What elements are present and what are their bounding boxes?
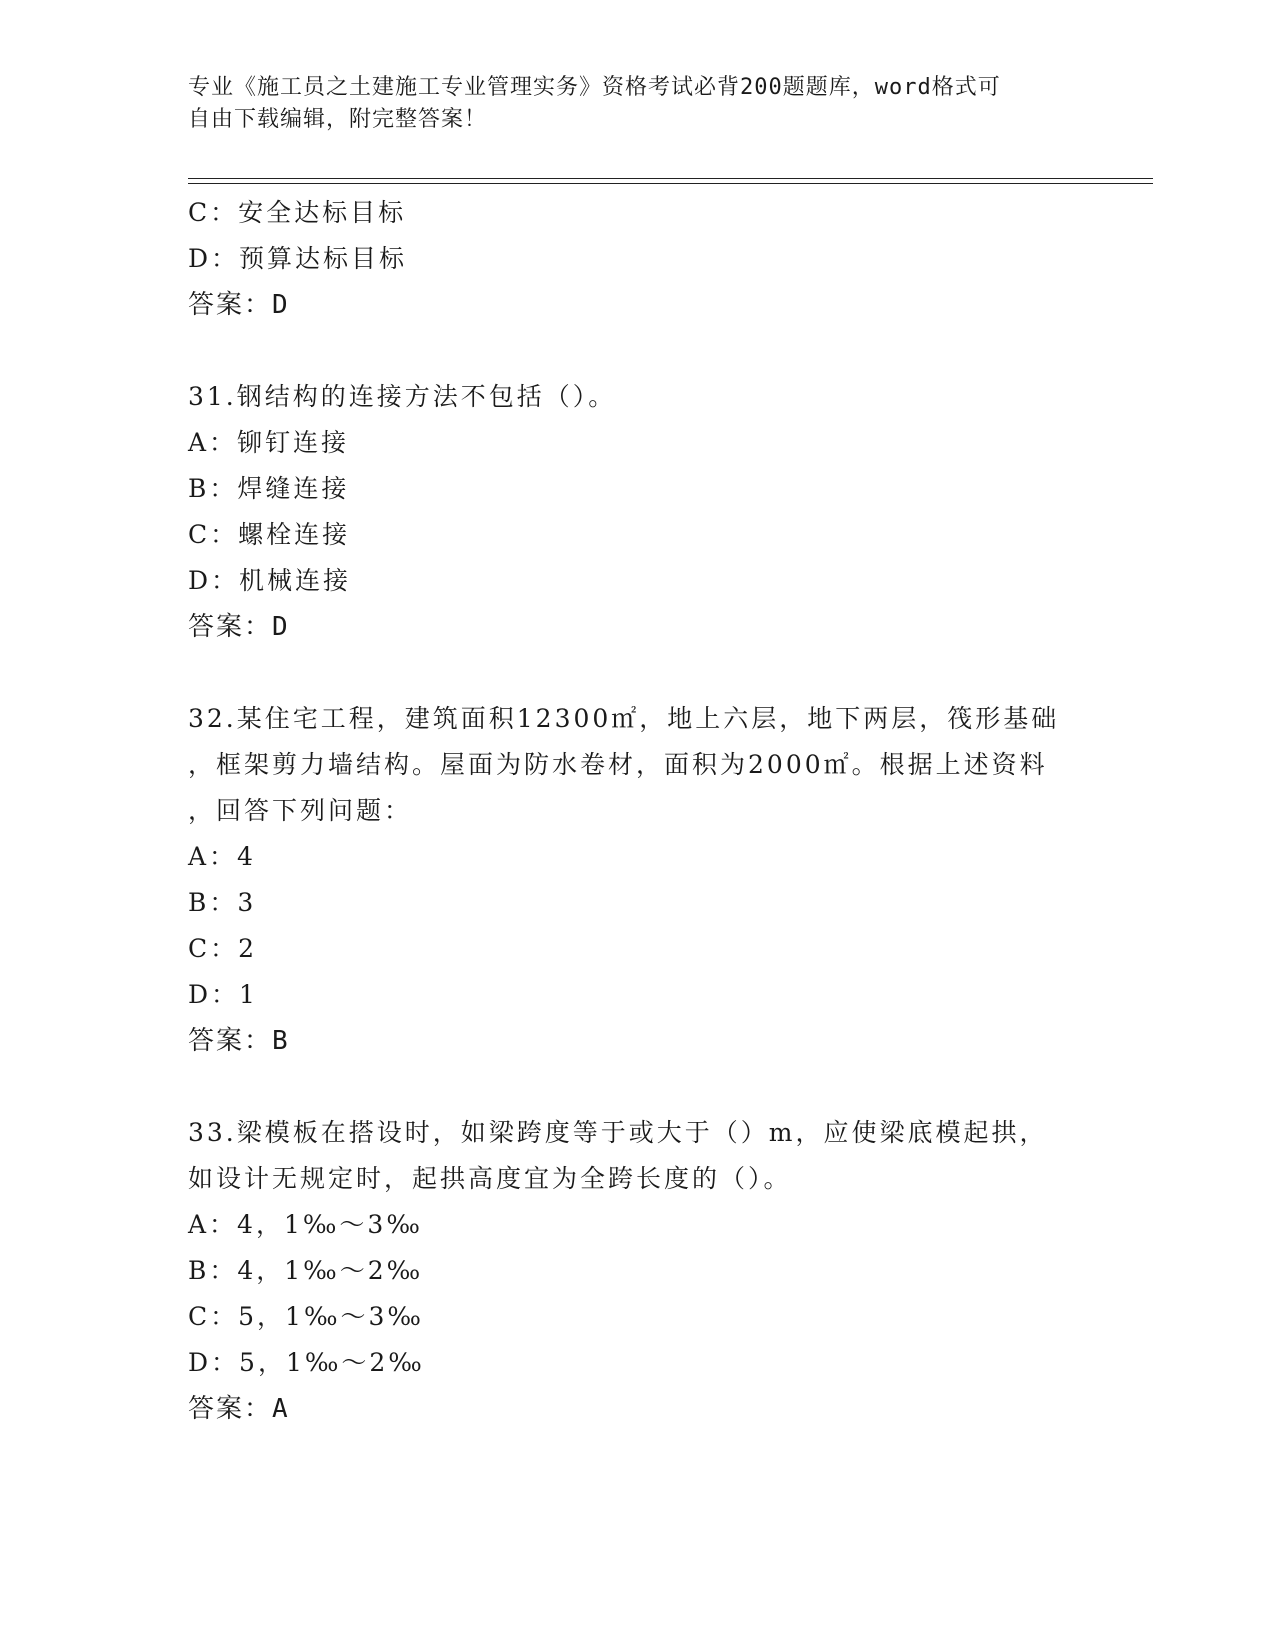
question-stem-line-3: ，回答下列问题： <box>188 796 413 825</box>
option-a: A：4 <box>188 842 256 871</box>
header-divider-bottom <box>188 183 1153 184</box>
question-stem-line-2: ，框架剪力墙结构。屋面为防水卷材，面积为2000㎡。根据上述资料 <box>188 750 1048 779</box>
question-stem-line-1: 32.某住宅工程，建筑面积12300㎡，地上六层，地下两层，筏形基础 <box>188 704 1060 733</box>
option-d: D：机械连接 <box>188 566 352 595</box>
question-30-continuation <box>188 190 1088 328</box>
option-c: C：5，1‰～3‰ <box>188 1302 424 1331</box>
answer-line: 答案：B <box>188 1026 290 1056</box>
option-a: A：铆钉连接 <box>188 428 350 457</box>
option-a: A：4，1‰～3‰ <box>188 1210 423 1239</box>
option-c: C：2 <box>188 934 258 963</box>
option-b: B：焊缝连接 <box>188 474 350 503</box>
option-d: D：5，1‰～2‰ <box>188 1348 425 1377</box>
answer-line: 答案：A <box>188 1394 290 1424</box>
option-b: B：4，1‰～2‰ <box>188 1256 424 1285</box>
header-title-line-2: 自由下载编辑，附完整答案！ <box>188 107 488 132</box>
answer-line: 答案：D <box>188 290 290 320</box>
document-header <box>188 72 1068 136</box>
spacer <box>188 1064 1088 1110</box>
question-stem-line-1: 33.梁模板在搭设时，如梁跨度等于或大于（）m，应使梁底模起拱， <box>188 1118 1048 1147</box>
question-stem: 31.钢结构的连接方法不包括（）。 <box>188 382 617 411</box>
spacer <box>188 650 1088 696</box>
header-divider-top <box>188 178 1153 179</box>
option-c: C：螺栓连接 <box>188 520 351 549</box>
spacer <box>188 328 1088 374</box>
option-d: D：1 <box>188 980 258 1009</box>
question-33 <box>188 1110 1088 1432</box>
question-32 <box>188 696 1088 1064</box>
option-c: C：安全达标目标 <box>188 198 407 227</box>
option-b: B：3 <box>188 888 257 917</box>
option-d: D：预算达标目标 <box>188 244 408 273</box>
question-list <box>188 190 1088 1432</box>
question-31 <box>188 374 1088 650</box>
question-stem-line-2: 如设计无规定时，起拱高度宜为全跨长度的（）。 <box>188 1164 792 1193</box>
header-title-line-1: 专业《施工员之土建施工专业管理实务》资格考试必背200题题库，word格式可 <box>188 75 1001 100</box>
answer-line: 答案：D <box>188 612 290 642</box>
